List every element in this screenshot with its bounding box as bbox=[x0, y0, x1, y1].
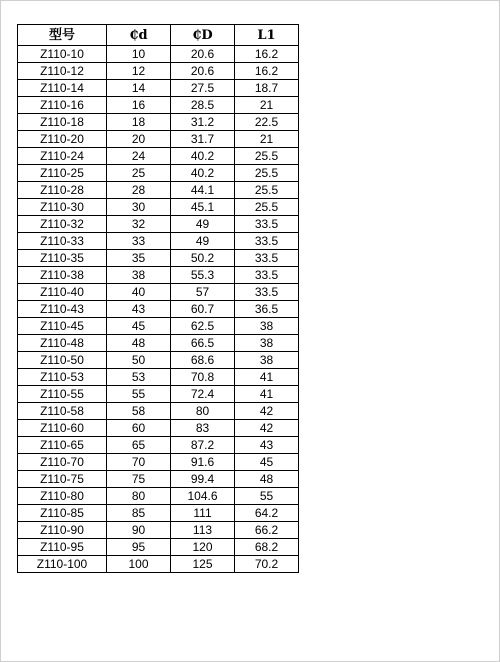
cell-model: Z110-70 bbox=[18, 454, 107, 471]
cell-length: 16.2 bbox=[235, 46, 299, 63]
cell-model: Z110-40 bbox=[18, 284, 107, 301]
cell-inner-diameter: 55 bbox=[107, 386, 171, 403]
cell-outer-diameter: 104.6 bbox=[171, 488, 235, 505]
cell-outer-diameter: 120 bbox=[171, 539, 235, 556]
cell-inner-diameter: 60 bbox=[107, 420, 171, 437]
cell-outer-diameter: 80 bbox=[171, 403, 235, 420]
cell-outer-diameter: 62.5 bbox=[171, 318, 235, 335]
cell-inner-diameter: 10 bbox=[107, 46, 171, 63]
table-row bbox=[18, 454, 299, 471]
cell-length: 42 bbox=[235, 420, 299, 437]
cell-inner-diameter: 45 bbox=[107, 318, 171, 335]
cell-inner-diameter: 18 bbox=[107, 114, 171, 131]
table-row bbox=[18, 233, 299, 250]
cell-inner-diameter: 32 bbox=[107, 216, 171, 233]
cell-inner-diameter: 53 bbox=[107, 369, 171, 386]
cell-model: Z110-24 bbox=[18, 148, 107, 165]
cell-length: 36.5 bbox=[235, 301, 299, 318]
table-row bbox=[18, 182, 299, 199]
cell-outer-diameter: 57 bbox=[171, 284, 235, 301]
cell-model: Z110-48 bbox=[18, 335, 107, 352]
cell-length: 16.2 bbox=[235, 63, 299, 80]
cell-model: Z110-95 bbox=[18, 539, 107, 556]
cell-length: 42 bbox=[235, 403, 299, 420]
cell-model: Z110-85 bbox=[18, 505, 107, 522]
cell-length: 45 bbox=[235, 454, 299, 471]
table-row bbox=[18, 301, 299, 318]
cell-length: 55 bbox=[235, 488, 299, 505]
cell-model: Z110-20 bbox=[18, 131, 107, 148]
table-row bbox=[18, 318, 299, 335]
table-row bbox=[18, 148, 299, 165]
header-inner-diameter: ₵d bbox=[107, 25, 171, 46]
cell-outer-diameter: 91.6 bbox=[171, 454, 235, 471]
cell-model: Z110-32 bbox=[18, 216, 107, 233]
cell-model: Z110-65 bbox=[18, 437, 107, 454]
cell-inner-diameter: 43 bbox=[107, 301, 171, 318]
table-body bbox=[18, 46, 299, 573]
cell-length: 48 bbox=[235, 471, 299, 488]
cell-outer-diameter: 31.2 bbox=[171, 114, 235, 131]
header-outer-diameter: ₵D bbox=[171, 25, 235, 46]
table-row bbox=[18, 471, 299, 488]
cell-outer-diameter: 111 bbox=[171, 505, 235, 522]
table-row bbox=[18, 369, 299, 386]
cell-length: 38 bbox=[235, 352, 299, 369]
cell-length: 25.5 bbox=[235, 199, 299, 216]
cell-outer-diameter: 125 bbox=[171, 556, 235, 573]
cell-inner-diameter: 95 bbox=[107, 539, 171, 556]
cell-inner-diameter: 90 bbox=[107, 522, 171, 539]
cell-inner-diameter: 28 bbox=[107, 182, 171, 199]
table-row bbox=[18, 199, 299, 216]
cell-inner-diameter: 85 bbox=[107, 505, 171, 522]
table-row bbox=[18, 46, 299, 63]
cell-model: Z110-12 bbox=[18, 63, 107, 80]
cell-model: Z110-30 bbox=[18, 199, 107, 216]
cell-length: 25.5 bbox=[235, 148, 299, 165]
table-row bbox=[18, 403, 299, 420]
table-row bbox=[18, 505, 299, 522]
cell-outer-diameter: 99.4 bbox=[171, 471, 235, 488]
table-row bbox=[18, 335, 299, 352]
table-row bbox=[18, 63, 299, 80]
cell-model: Z110-28 bbox=[18, 182, 107, 199]
cell-outer-diameter: 113 bbox=[171, 522, 235, 539]
cell-inner-diameter: 33 bbox=[107, 233, 171, 250]
cell-length: 33.5 bbox=[235, 233, 299, 250]
cell-length: 33.5 bbox=[235, 284, 299, 301]
table-row bbox=[18, 114, 299, 131]
cell-inner-diameter: 80 bbox=[107, 488, 171, 505]
cell-length: 41 bbox=[235, 369, 299, 386]
cell-inner-diameter: 35 bbox=[107, 250, 171, 267]
cell-outer-diameter: 68.6 bbox=[171, 352, 235, 369]
cell-inner-diameter: 58 bbox=[107, 403, 171, 420]
cell-outer-diameter: 72.4 bbox=[171, 386, 235, 403]
cell-inner-diameter: 65 bbox=[107, 437, 171, 454]
cell-length: 41 bbox=[235, 386, 299, 403]
cell-model: Z110-18 bbox=[18, 114, 107, 131]
table-row bbox=[18, 522, 299, 539]
cell-model: Z110-90 bbox=[18, 522, 107, 539]
cell-outer-diameter: 40.2 bbox=[171, 165, 235, 182]
table-row bbox=[18, 80, 299, 97]
cell-length: 21 bbox=[235, 131, 299, 148]
table-row bbox=[18, 420, 299, 437]
cell-length: 43 bbox=[235, 437, 299, 454]
table-row bbox=[18, 437, 299, 454]
cell-inner-diameter: 40 bbox=[107, 284, 171, 301]
cell-model: Z110-43 bbox=[18, 301, 107, 318]
header-length: L1 bbox=[235, 25, 299, 46]
cell-inner-diameter: 16 bbox=[107, 97, 171, 114]
header-model: 型号 bbox=[18, 25, 107, 46]
cell-model: Z110-58 bbox=[18, 403, 107, 420]
cell-length: 22.5 bbox=[235, 114, 299, 131]
cell-inner-diameter: 70 bbox=[107, 454, 171, 471]
cell-model: Z110-35 bbox=[18, 250, 107, 267]
cell-length: 68.2 bbox=[235, 539, 299, 556]
cell-model: Z110-25 bbox=[18, 165, 107, 182]
cell-outer-diameter: 27.5 bbox=[171, 80, 235, 97]
cell-length: 70.2 bbox=[235, 556, 299, 573]
table-header-row bbox=[18, 25, 299, 46]
cell-outer-diameter: 66.5 bbox=[171, 335, 235, 352]
cell-outer-diameter: 44.1 bbox=[171, 182, 235, 199]
cell-outer-diameter: 83 bbox=[171, 420, 235, 437]
cell-model: Z110-50 bbox=[18, 352, 107, 369]
cell-inner-diameter: 25 bbox=[107, 165, 171, 182]
cell-inner-diameter: 48 bbox=[107, 335, 171, 352]
cell-outer-diameter: 45.1 bbox=[171, 199, 235, 216]
cell-inner-diameter: 12 bbox=[107, 63, 171, 80]
cell-model: Z110-16 bbox=[18, 97, 107, 114]
cell-model: Z110-100 bbox=[18, 556, 107, 573]
cell-outer-diameter: 20.6 bbox=[171, 63, 235, 80]
table-row bbox=[18, 556, 299, 573]
spec-table bbox=[17, 24, 299, 573]
table-row bbox=[18, 131, 299, 148]
cell-length: 66.2 bbox=[235, 522, 299, 539]
table-row bbox=[18, 284, 299, 301]
cell-outer-diameter: 60.7 bbox=[171, 301, 235, 318]
cell-outer-diameter: 55.3 bbox=[171, 267, 235, 284]
cell-inner-diameter: 50 bbox=[107, 352, 171, 369]
cell-length: 33.5 bbox=[235, 216, 299, 233]
cell-outer-diameter: 20.6 bbox=[171, 46, 235, 63]
cell-inner-diameter: 30 bbox=[107, 199, 171, 216]
cell-length: 21 bbox=[235, 97, 299, 114]
cell-model: Z110-33 bbox=[18, 233, 107, 250]
table-row bbox=[18, 216, 299, 233]
cell-model: Z110-55 bbox=[18, 386, 107, 403]
cell-length: 25.5 bbox=[235, 165, 299, 182]
cell-inner-diameter: 14 bbox=[107, 80, 171, 97]
cell-length: 38 bbox=[235, 318, 299, 335]
cell-inner-diameter: 38 bbox=[107, 267, 171, 284]
cell-model: Z110-45 bbox=[18, 318, 107, 335]
cell-inner-diameter: 100 bbox=[107, 556, 171, 573]
cell-outer-diameter: 28.5 bbox=[171, 97, 235, 114]
table-row bbox=[18, 386, 299, 403]
cell-length: 64.2 bbox=[235, 505, 299, 522]
cell-model: Z110-38 bbox=[18, 267, 107, 284]
cell-outer-diameter: 31.7 bbox=[171, 131, 235, 148]
cell-model: Z110-60 bbox=[18, 420, 107, 437]
cell-outer-diameter: 40.2 bbox=[171, 148, 235, 165]
table-row bbox=[18, 488, 299, 505]
cell-model: Z110-75 bbox=[18, 471, 107, 488]
cell-outer-diameter: 50.2 bbox=[171, 250, 235, 267]
cell-outer-diameter: 49 bbox=[171, 233, 235, 250]
table-row bbox=[18, 165, 299, 182]
cell-inner-diameter: 24 bbox=[107, 148, 171, 165]
cell-outer-diameter: 49 bbox=[171, 216, 235, 233]
cell-model: Z110-10 bbox=[18, 46, 107, 63]
cell-inner-diameter: 20 bbox=[107, 131, 171, 148]
table-row bbox=[18, 250, 299, 267]
cell-length: 38 bbox=[235, 335, 299, 352]
table-row bbox=[18, 539, 299, 556]
table-row bbox=[18, 352, 299, 369]
cell-length: 33.5 bbox=[235, 250, 299, 267]
cell-length: 18.7 bbox=[235, 80, 299, 97]
cell-length: 25.5 bbox=[235, 182, 299, 199]
table-row bbox=[18, 97, 299, 114]
cell-model: Z110-53 bbox=[18, 369, 107, 386]
cell-outer-diameter: 87.2 bbox=[171, 437, 235, 454]
cell-model: Z110-14 bbox=[18, 80, 107, 97]
cell-model: Z110-80 bbox=[18, 488, 107, 505]
cell-length: 33.5 bbox=[235, 267, 299, 284]
cell-outer-diameter: 70.8 bbox=[171, 369, 235, 386]
table-row bbox=[18, 267, 299, 284]
cell-inner-diameter: 75 bbox=[107, 471, 171, 488]
